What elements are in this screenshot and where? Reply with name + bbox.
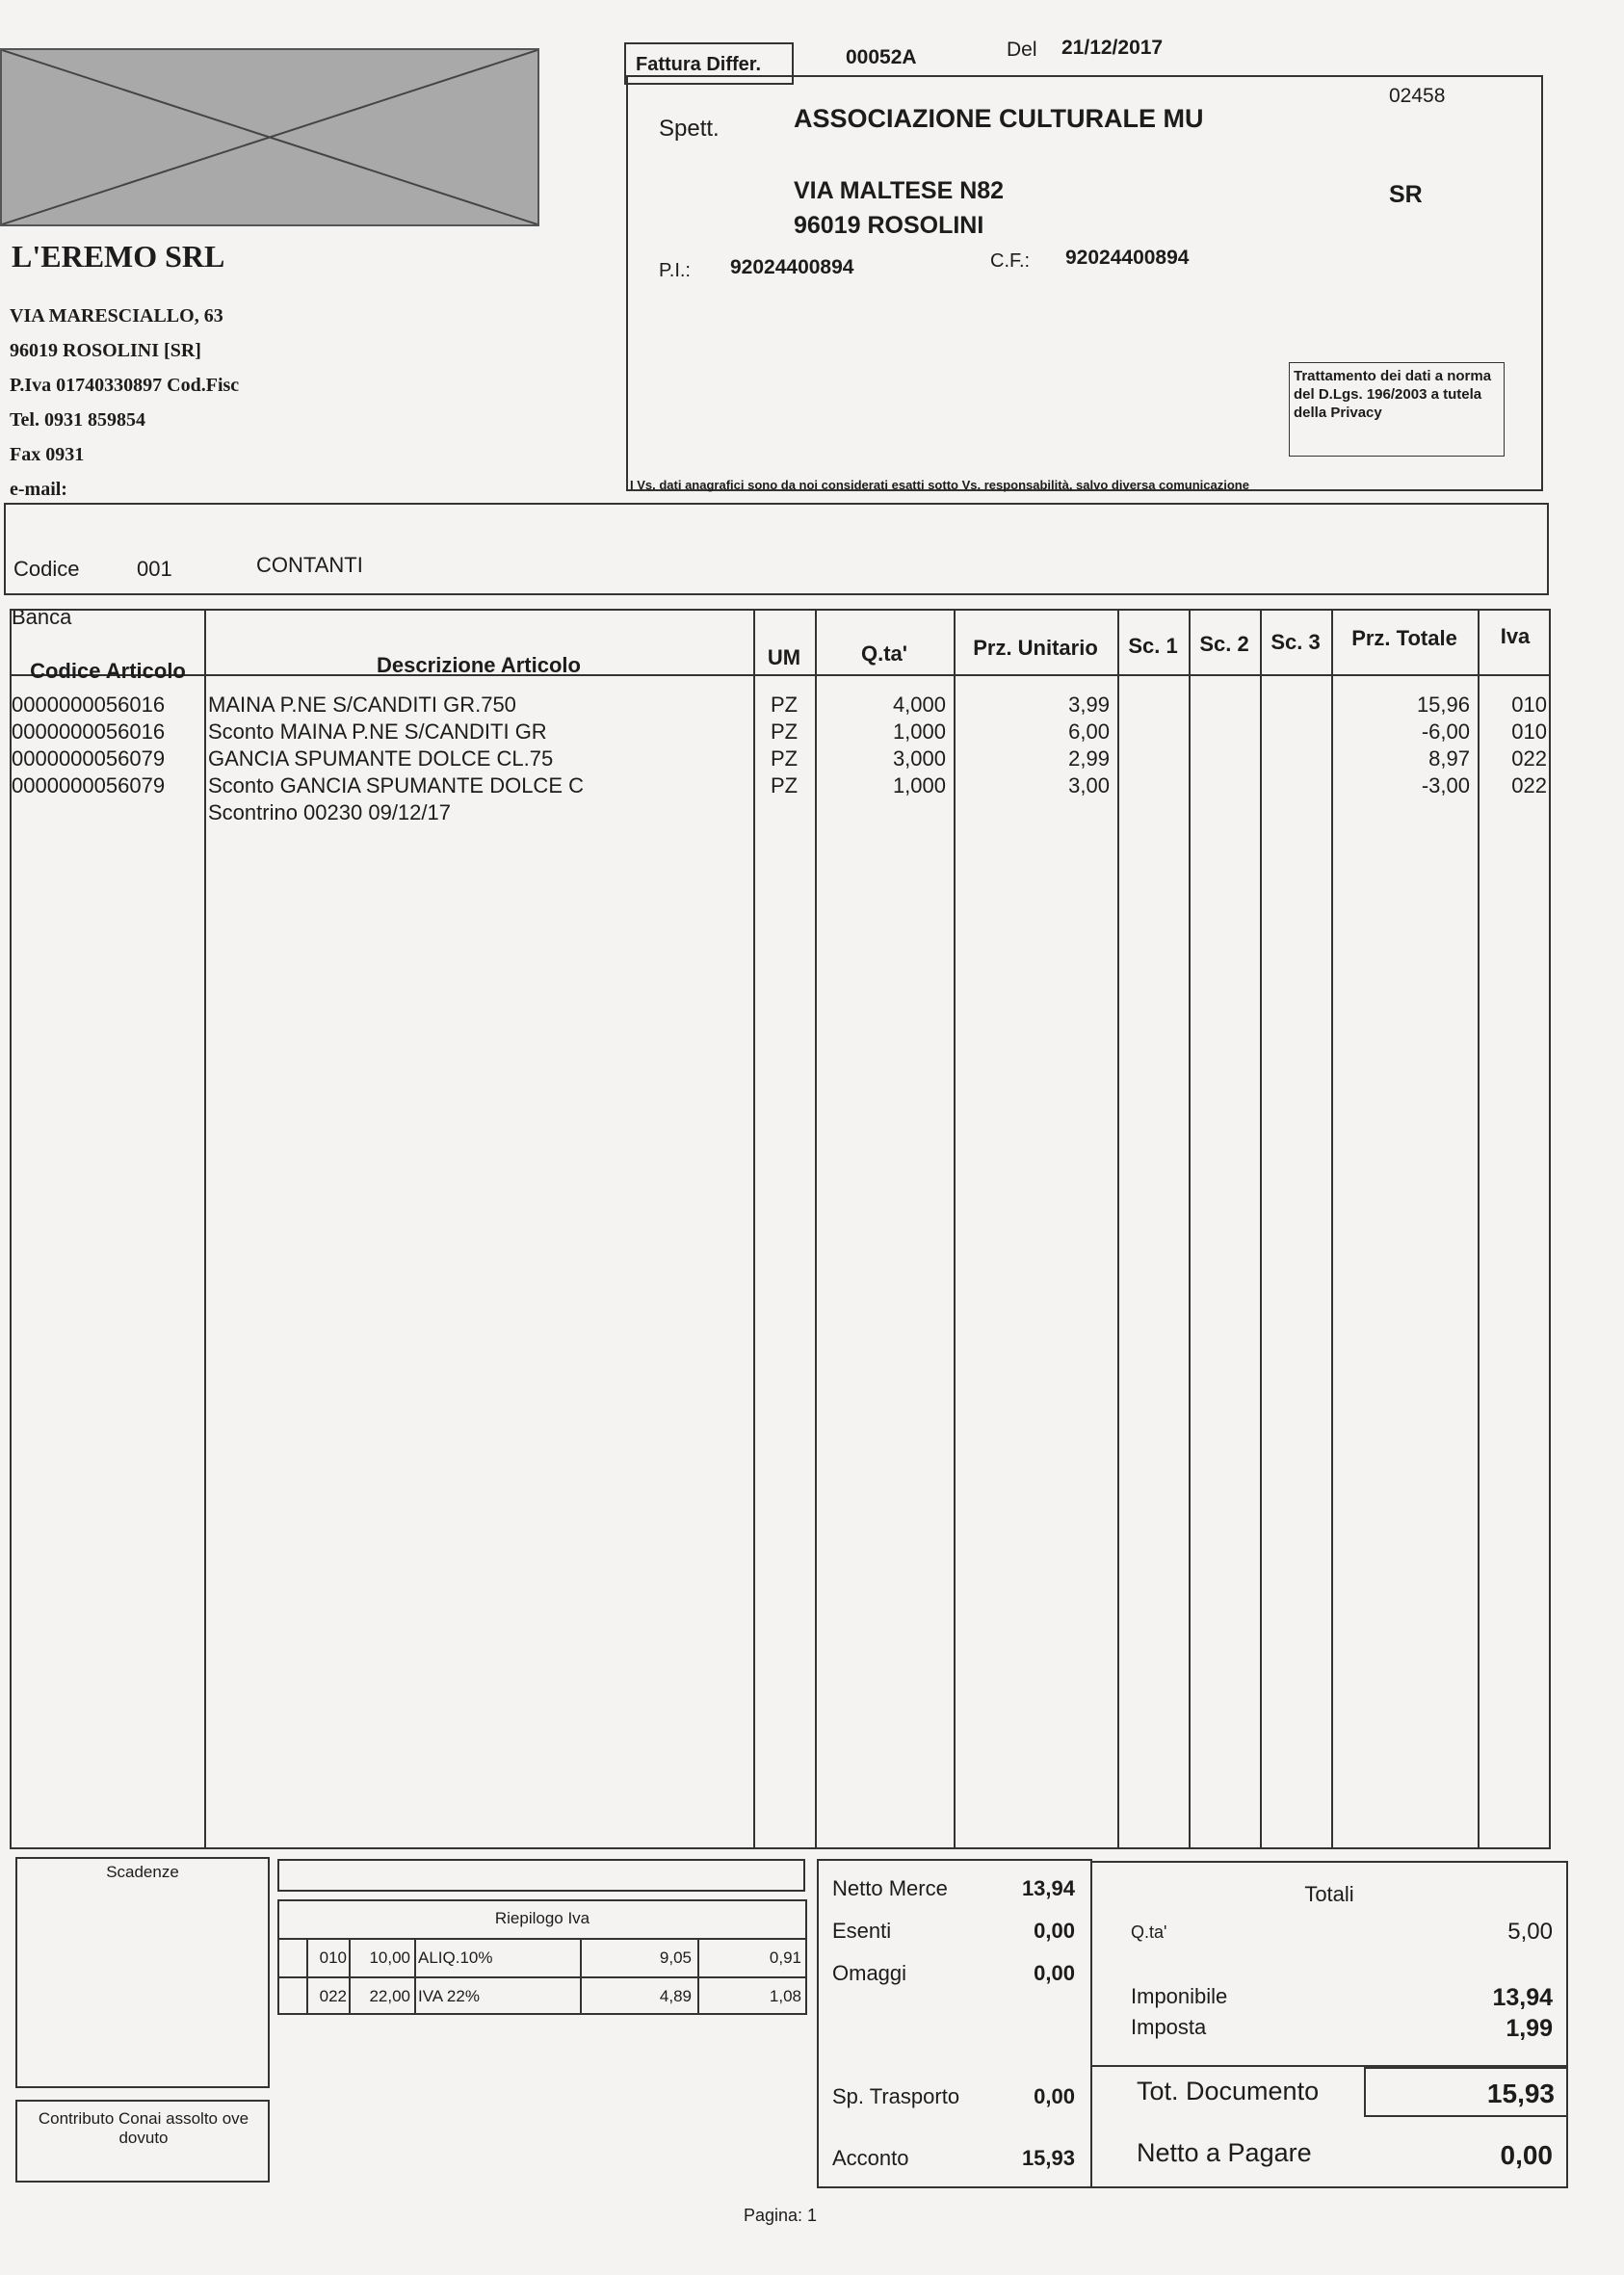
cell-qty: 1,000	[892, 773, 946, 798]
cell-total: -3,00	[1421, 773, 1470, 798]
cell-code: 0000000056079	[12, 773, 166, 798]
cell-qty: 4,000	[892, 693, 946, 717]
cell-code: 0000000056079	[12, 746, 166, 771]
col-divider	[1117, 611, 1119, 1847]
col-divider	[1260, 611, 1262, 1847]
scadenze-label: Scadenze	[106, 1863, 179, 1881]
imposta-value: 1,99	[1506, 2015, 1553, 2042]
blank-box	[277, 1859, 805, 1892]
vat-code: 010	[319, 1948, 347, 1967]
cell-um: PZ	[770, 773, 799, 798]
issuer-email: e-mail:	[10, 479, 67, 500]
totals-title: Totali	[1304, 1882, 1354, 1906]
issuer-name: L'EREMO SRL	[12, 239, 225, 274]
th-um: UM	[767, 645, 801, 669]
goods-summary	[817, 1859, 1092, 2188]
vat-code: 022	[319, 1987, 347, 2005]
esenti-label: Esenti	[832, 1919, 892, 1943]
vat-rate: 10,00	[369, 1948, 410, 1967]
cell-total: 15,96	[1416, 693, 1470, 717]
doc-number: 00052A	[846, 46, 917, 68]
tot-doc-value: 15,93	[1486, 2079, 1555, 2108]
th-disc2: Sc. 2	[1199, 632, 1249, 656]
vat-imponibile: 9,05	[659, 1948, 692, 1967]
imponibile-value: 13,94	[1492, 1984, 1553, 2011]
netto-merce-label: Netto Merce	[832, 1876, 948, 1900]
col-divider	[1189, 611, 1191, 1847]
customer-box	[626, 75, 1543, 491]
cell-desc: Sconto GANCIA SPUMANTE DOLCE C	[208, 773, 584, 798]
cell-unit: 2,99	[1068, 746, 1110, 771]
cell-desc: Scontrino 00230 09/12/17	[208, 800, 451, 824]
cell-unit: 3,00	[1068, 773, 1110, 798]
omaggi-value: 0,00	[1034, 1961, 1075, 1985]
th-unit-price: Prz. Unitario	[973, 636, 1098, 660]
netto-merce-value: 13,94	[1021, 1876, 1075, 1900]
cell-iva: 010	[1511, 719, 1547, 744]
cell-unit: 3,99	[1068, 693, 1110, 717]
customer-pi: 92024400894	[730, 256, 854, 278]
vat-imposta: 0,91	[769, 1948, 801, 1967]
acconto-value: 15,93	[1021, 2146, 1075, 2170]
cell-iva: 022	[1511, 746, 1547, 771]
customer-cf: 92024400894	[1065, 247, 1190, 269]
vat-summary	[277, 1899, 807, 2015]
th-qty: Q.ta'	[860, 641, 908, 666]
cell-qty: 3,000	[892, 746, 946, 771]
th-vat: Iva	[1500, 624, 1531, 648]
issuer-city: 96019 ROSOLINI [SR]	[10, 340, 201, 361]
cell-um: PZ	[770, 719, 799, 744]
cell-code: 0000000056016	[12, 693, 166, 717]
tot-doc-label: Tot. Documento	[1137, 2077, 1320, 2105]
vat-row	[279, 1938, 805, 1978]
issuer-vat: P.Iva 01740330897 Cod.Fisc	[10, 375, 240, 396]
totals-box	[1090, 1861, 1568, 2188]
cell-total: 8,97	[1428, 746, 1470, 771]
cell-iva: 010	[1511, 693, 1547, 717]
doc-date: 21/12/2017	[1061, 37, 1164, 59]
cell-desc: MAINA P.NE S/CANDITI GR.750	[208, 693, 516, 717]
privacy-box	[1289, 362, 1505, 457]
th-disc1: Sc. 1	[1128, 634, 1178, 658]
customer-name: ASSOCIAZIONE CULTURALE MU	[794, 104, 1204, 133]
cell-unit: 6,00	[1068, 719, 1110, 744]
conai-box	[15, 2100, 270, 2183]
company-logo	[0, 48, 539, 226]
cell-desc: Sconto MAINA P.NE S/CANDITI GR	[208, 719, 547, 744]
omaggi-label: Omaggi	[832, 1961, 907, 1985]
customer-code: 02458	[1389, 85, 1446, 107]
vat-row	[279, 1976, 805, 2017]
cell-um: PZ	[770, 693, 799, 717]
imposta-label: Imposta	[1131, 2015, 1207, 2039]
issuer-address: VIA MARESCIALLO, 63	[10, 305, 223, 327]
cell-iva: 022	[1511, 773, 1547, 798]
th-description: Descrizione Articolo	[377, 653, 581, 677]
tot-doc-box	[1364, 2067, 1568, 2117]
issuer-details	[10, 299, 239, 507]
vat-imponibile: 4,89	[659, 1987, 692, 2005]
payment-box	[4, 503, 1549, 595]
customer-province: SR	[1389, 181, 1423, 208]
imponibile-label: Imponibile	[1131, 1984, 1228, 2008]
customer-cf-label: C.F.:	[990, 250, 1031, 272]
th-code: Codice Articolo	[30, 659, 186, 683]
page-number: Pagina: 1	[744, 2206, 818, 2225]
privacy-note: Trattamento dei dati a norma del D.Lgs. 196/2003 a tutela della Privacy	[1294, 368, 1492, 421]
bank-label: Banca	[12, 605, 72, 629]
acconto-label: Acconto	[832, 2146, 909, 2170]
payment-code: 001	[137, 557, 172, 581]
cell-qty: 1,000	[892, 719, 946, 744]
th-disc3: Sc. 3	[1270, 630, 1321, 654]
issuer-phone: Tel. 0931 859854	[10, 409, 145, 431]
disclaimer: I Vs. dati anagrafici sono da noi considerati esatti sotto Vs. responsabilità, salvo diversa comunicazione	[630, 478, 1249, 492]
vat-rate: 22,00	[369, 1987, 410, 2005]
customer-pi-label: P.I.:	[659, 260, 691, 281]
customer-city: 96019 ROSOLINI	[794, 212, 984, 239]
scadenze-box	[15, 1857, 270, 2088]
payment-code-label: Codice	[13, 557, 80, 581]
payment-method: CONTANTI	[256, 553, 363, 577]
cell-desc: GANCIA SPUMANTE DOLCE CL.75	[208, 746, 554, 771]
netto-pagare-value: 0,00	[1500, 2140, 1553, 2170]
doc-date-label: Del	[1007, 39, 1037, 61]
col-divider	[204, 611, 206, 1847]
items-table	[10, 609, 1551, 1849]
vat-imposta: 1,08	[769, 1987, 801, 2005]
doc-type: Fattura Differ.	[636, 54, 762, 75]
netto-pagare-label: Netto a Pagare	[1137, 2138, 1312, 2167]
vat-desc: IVA 22%	[418, 1987, 480, 2005]
trasporto-label: Sp. Trasporto	[832, 2084, 960, 2108]
issuer-fax: Fax 0931	[10, 444, 85, 465]
qty-value: 5,00	[1507, 1919, 1553, 1945]
cell-total: -6,00	[1421, 719, 1470, 744]
th-total: Prz. Totale	[1351, 626, 1457, 650]
vat-desc: ALIQ.10%	[418, 1948, 493, 1967]
cell-code: 0000000056016	[12, 719, 166, 744]
vat-summary-rows	[279, 1938, 805, 2015]
esenti-value: 0,00	[1034, 1919, 1075, 1943]
vat-summary-title: Riepilogo Iva	[494, 1909, 590, 1927]
trasporto-value: 0,00	[1034, 2084, 1075, 2108]
customer-label: Spett.	[659, 116, 720, 142]
conai-note: Contributo Conai assolto ove dovuto	[38, 2109, 249, 2147]
customer-address: VIA MALTESE N82	[794, 177, 1005, 204]
cell-um: PZ	[770, 746, 799, 771]
qty-label: Q.ta'	[1131, 1922, 1167, 1942]
